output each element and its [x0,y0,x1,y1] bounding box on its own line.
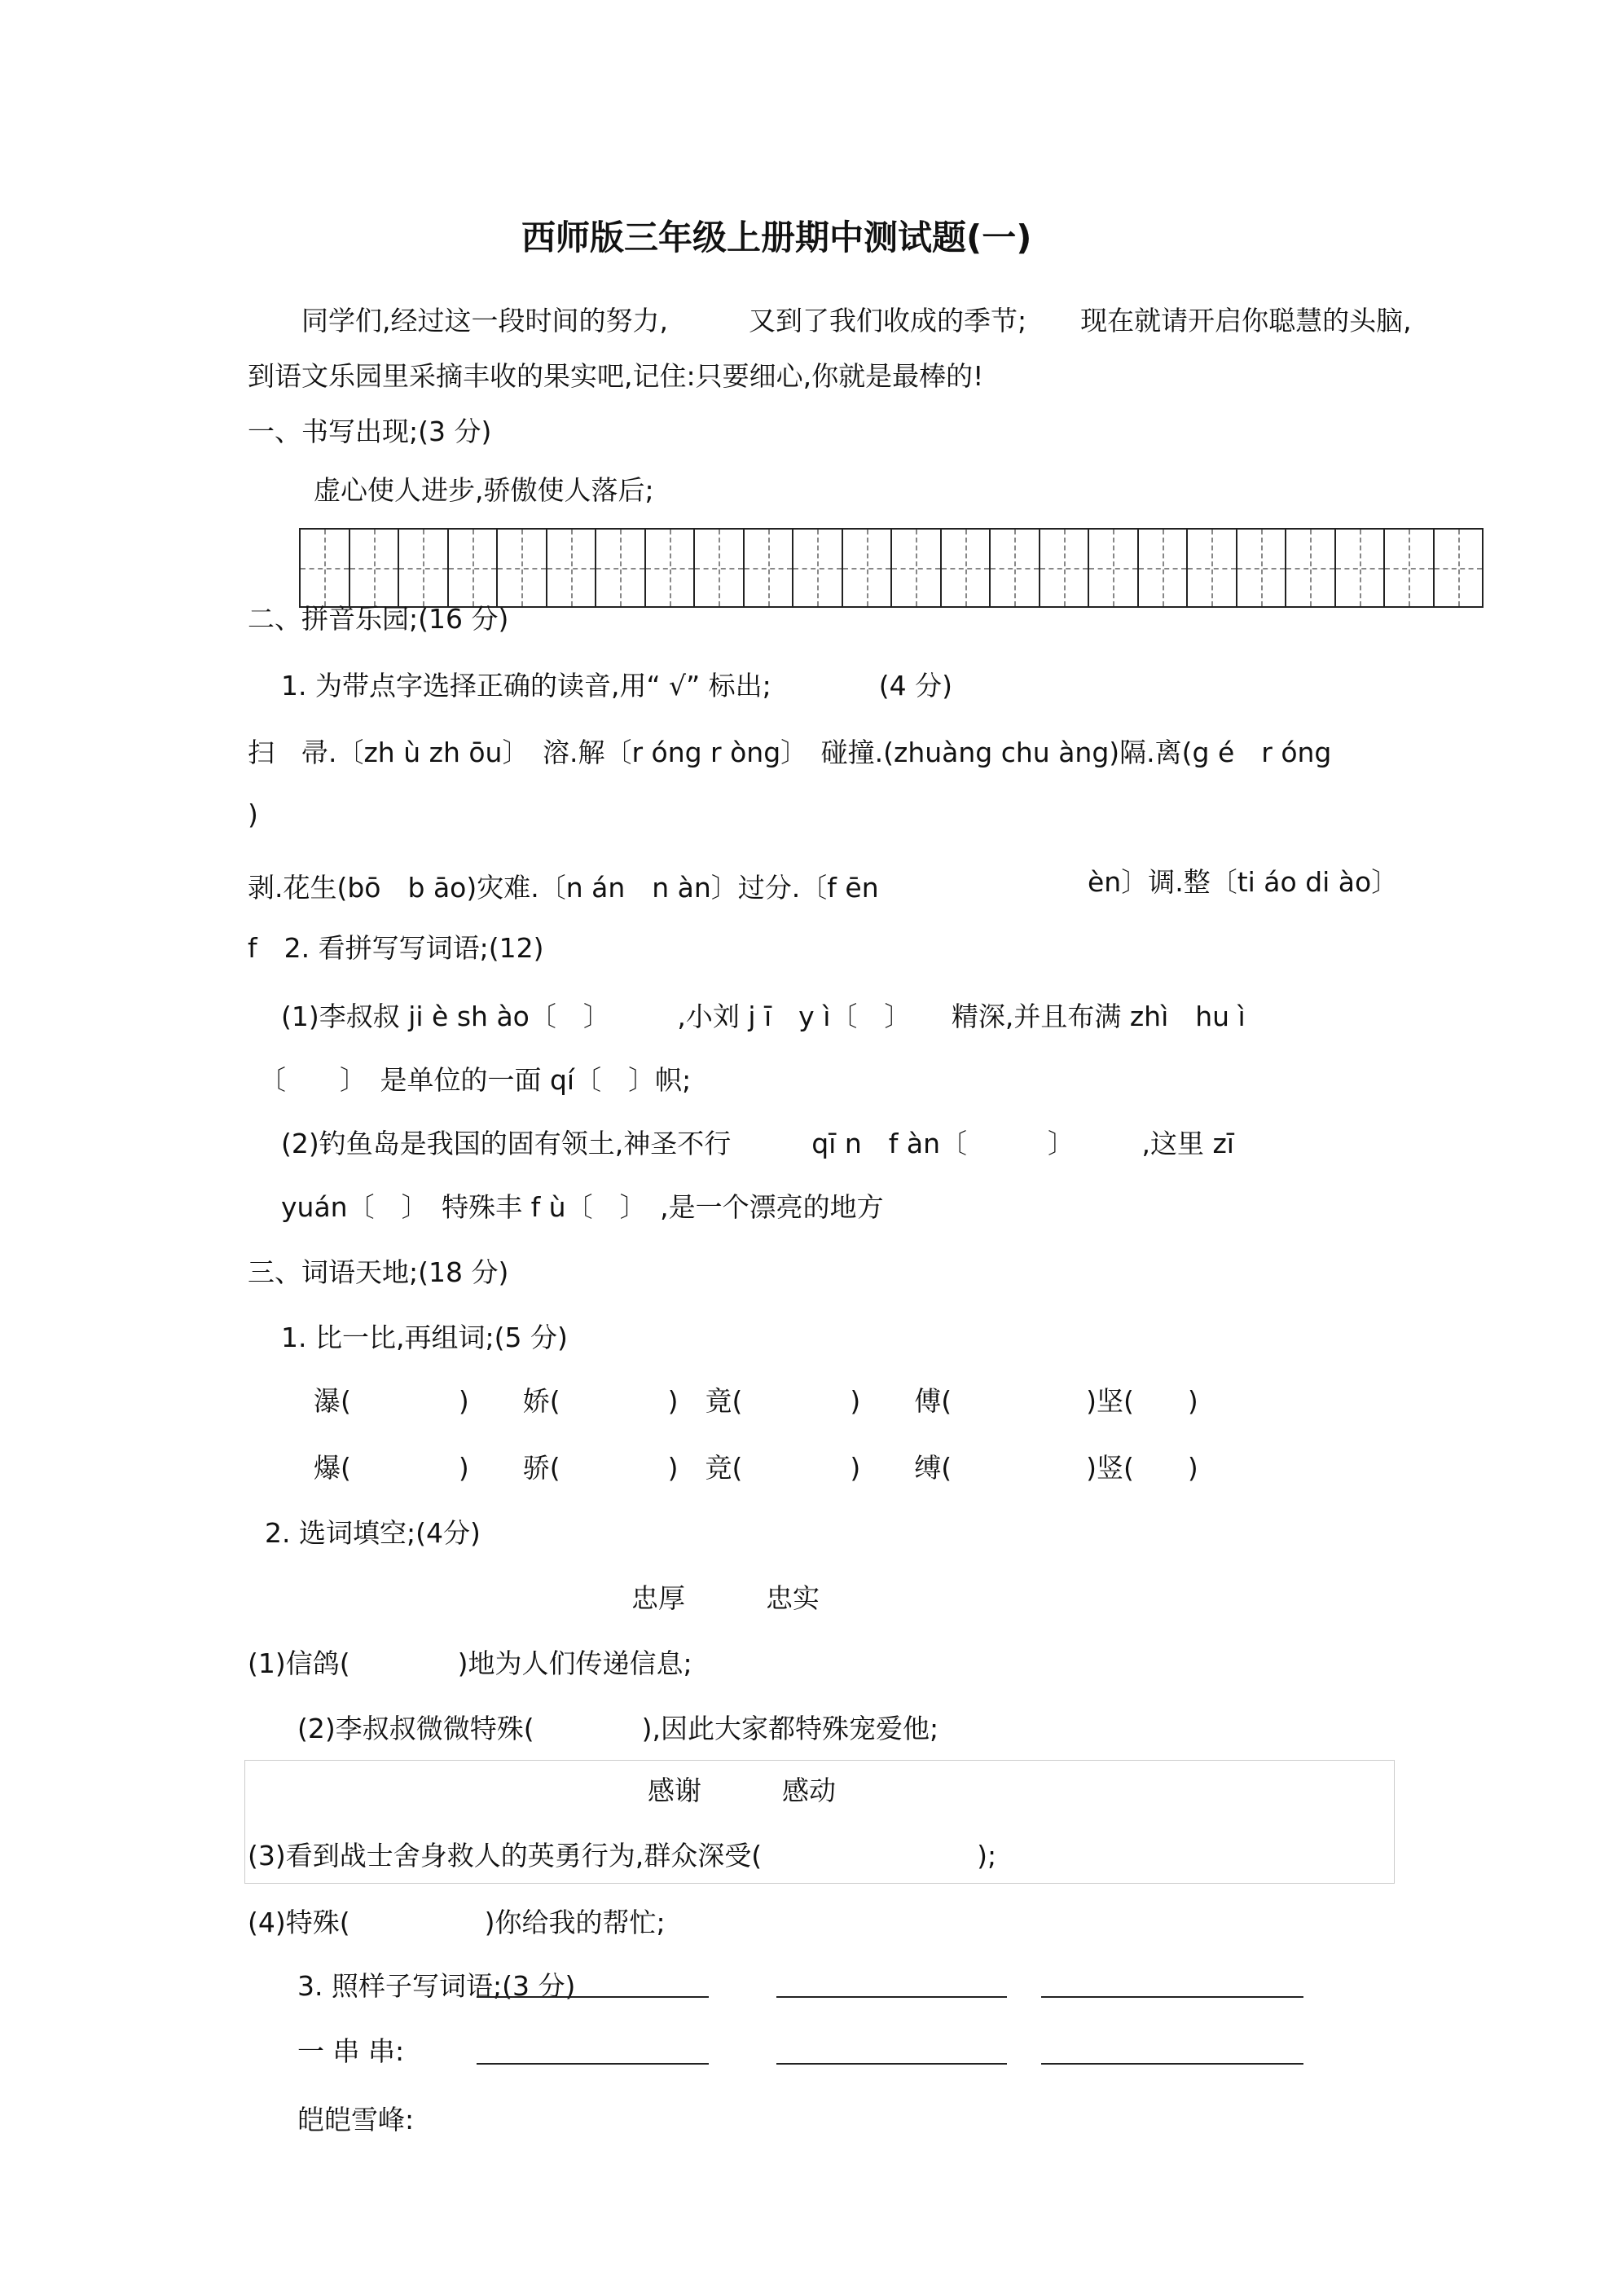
word-choice-1: 忠厚 忠实 [631,1582,820,1614]
pinyin-line-2b: èn〕调.整〔ti áo di ào〕 [1088,866,1399,898]
section-2-q1: 1. 为带点字选择正确的读音,用“ √” 标出; (4 分) [281,670,953,702]
intro-line-1: 同学们,经过这一段时间的努力, 又到了我们收成的季节; 现在就请开启你聪慧的头脑, [301,305,1412,336]
example-2: 皑皑雪峰: [297,2104,415,2135]
section-3-q3: 3. 照样子写词语;(3 分) [297,1970,576,2002]
compare-row-2: 爆( ) 骄( ) 竞( ) 缚( )竖( ) [314,1452,1198,1484]
answer-line[interactable] [776,2063,1007,2065]
pinyin-line-2a: 剥.花生(bō b āo)灾难.〔n án n àn〕过分.〔f ēn [248,872,879,904]
fill-line-2: 〔 〕 是单位的一面 qí〔 〕帜; [259,1064,692,1096]
answer-line[interactable] [776,1996,1007,1998]
fill-line-4: yuán〔 〕 特殊丰 f ù〔 〕 ,是一个漂亮的地方 [281,1191,884,1223]
section-2-heading: 二、拼音乐园;(16 分) [248,603,509,635]
section-1-text: 虚心使人进步,骄傲使人落后; [314,474,654,506]
section-3-q1: 1. 比一比,再组词;(5 分) [281,1322,568,1353]
answer-line[interactable] [1041,1996,1303,1998]
fill-sentence-1: (1)信鸽( )地为人们传递信息; [248,1647,692,1679]
fill-sentence-2: (2)李叔叔微微特殊( ),因此大家都特殊宠爱他; [297,1713,939,1744]
section-3-q2: 2. 选词填空;(4分) [265,1517,481,1549]
pinyin-line-1b: ) [248,798,258,830]
answer-line[interactable] [477,2063,709,2065]
section-2-q2: f 2. 看拼写写词语;(12) [248,932,544,964]
answer-line[interactable] [1041,2063,1303,2065]
word-choice-2: 感谢 感动 [648,1775,836,1806]
fill-line-3: (2)钓鱼岛是我国的固有领土,神圣不行 qī n f àn〔 〕 ,这里 zī [281,1128,1234,1159]
pinyin-line-1: 扫 帚.〔zh ù zh ōu〕 溶.解〔r óng r òng〕 碰撞.(zhuàng chu àng)隔.离(g é r óng [248,737,1332,768]
answer-line[interactable] [477,1996,709,1998]
section-3-heading: 三、词语天地;(18 分) [248,1256,509,1288]
example-1: 一 串 串: [297,2035,405,2067]
fill-sentence-4: (4)特殊( )你给我的帮忙; [248,1907,666,1938]
page-title: 西师版三年级上册期中测试题(一) [521,218,1032,257]
compare-row-1: 瀑( ) 娇( ) 竟( ) 傅( )坚( ) [314,1385,1198,1417]
section-1-heading: 一、书写出现;(3 分) [248,416,492,447]
intro-line-2: 到语文乐园里采摘丰收的果实吧,记住:只要细心,你就是最棒的! [248,360,984,392]
fill-line-1: (1)李叔叔 ji è sh ào〔 〕 ,小刘 j ī y ì〔 〕 精深,并且布满 zhì hu ì [281,1001,1246,1032]
fill-sentence-3: (3)看到战士舍身救人的英勇行为,群众深受( ); [248,1840,997,1872]
writing-grid[interactable] [299,528,1484,608]
